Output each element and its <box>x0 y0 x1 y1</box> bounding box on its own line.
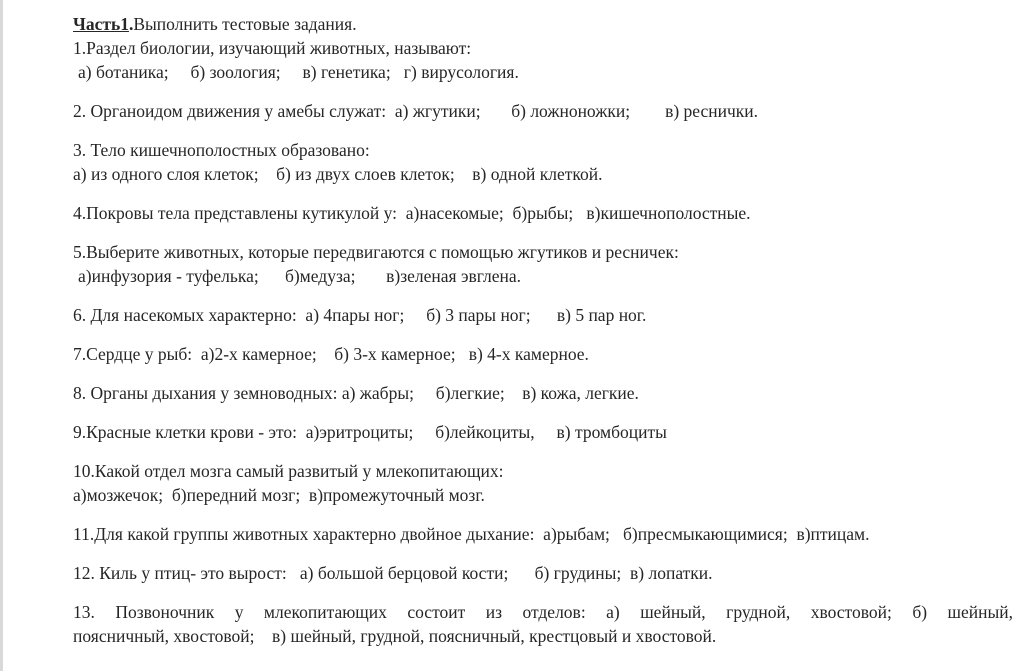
question-1 <box>73 36 1018 84</box>
question-5-text: 5.Выберите животных, которые передвигаются с помощью жгутиков и ресничек: <box>73 242 679 262</box>
question-1-text: 1.Раздел биологии, изучающий животных, называют: <box>73 38 472 58</box>
part-instruction: Выполнить тестовые задания. <box>133 14 357 34</box>
question-2-text: 2. Органоидом движения у амебы служат: а) жгутики; б) ложноножки; в) реснички. <box>73 101 759 121</box>
part-heading-dot: . <box>128 14 134 34</box>
question-12-text: 12. Киль у птиц- это вырост: а) большой берцовой кости; б) грудины; в) лопатки. <box>73 563 713 583</box>
part-heading <box>73 12 1018 36</box>
question-9 <box>73 420 1018 444</box>
question-6 <box>73 303 1018 327</box>
question-1-options: а) ботаника; б) зоология; в) генетика; г) вирусология. <box>78 62 519 82</box>
question-12 <box>73 561 1018 585</box>
question-13-text: 13. Позвоночник у млекопитающих состоит из отделов: а) шейный, грудной, хвостовой; б) шейный, <box>73 602 1013 622</box>
question-5-options: а)инфузория - туфелька; б)медуза; в)зеленая эвглена. <box>78 266 522 286</box>
question-10-text: 10.Какой отдел мозга самый развитый у млекопитающих: <box>73 461 504 481</box>
question-8-text: 8. Органы дыхания у земноводных: а) жабры; б)легкие; в) кожа, легкие. <box>73 383 639 403</box>
question-7-text: 7.Сердце у рыб: а)2-х камерное; б) 3-х камерное; в) 4-х камерное. <box>73 344 589 364</box>
question-3-text: 3. Тело кишечнополостных образовано: <box>73 140 370 160</box>
test-document <box>73 12 1018 648</box>
question-13 <box>73 600 1018 648</box>
question-3 <box>73 138 1018 186</box>
question-2 <box>73 99 1018 123</box>
question-5 <box>73 240 1018 288</box>
question-13-options: поясничный, хвостовой; в) шейный, грудной, поясничный, крестцовый и хвостовой. <box>73 626 717 646</box>
question-8 <box>73 381 1018 405</box>
question-11-text: 11.Для какой группы животных характерно двойное дыхание: а)рыбам; б)пресмыкающимися; в)птицам. <box>73 524 870 544</box>
question-10 <box>73 459 1018 507</box>
page-edge-divider <box>0 0 3 671</box>
question-11 <box>73 522 1018 546</box>
question-4 <box>73 201 1018 225</box>
part-heading-label: Часть1 <box>73 14 129 34</box>
question-3-options: а) из одного слоя клеток; б) из двух слоев клеток; в) одной клеткой. <box>73 164 603 184</box>
question-9-text: 9.Красные клетки крови - это: а)эритроциты; б)лейкоциты, в) тромбоциты <box>73 422 667 442</box>
question-4-text: 4.Покровы тела представлены кутикулой у: а)насекомые; б)рыбы; в)кишечнополостные. <box>73 203 751 223</box>
question-7 <box>73 342 1018 366</box>
question-10-options: а)мозжечок; б)передний мозг; в)промежуточный мозг. <box>73 485 485 505</box>
question-6-text: 6. Для насекомых характерно: а) 4пары ног; б) 3 пары ног; в) 5 пар ног. <box>73 305 647 325</box>
